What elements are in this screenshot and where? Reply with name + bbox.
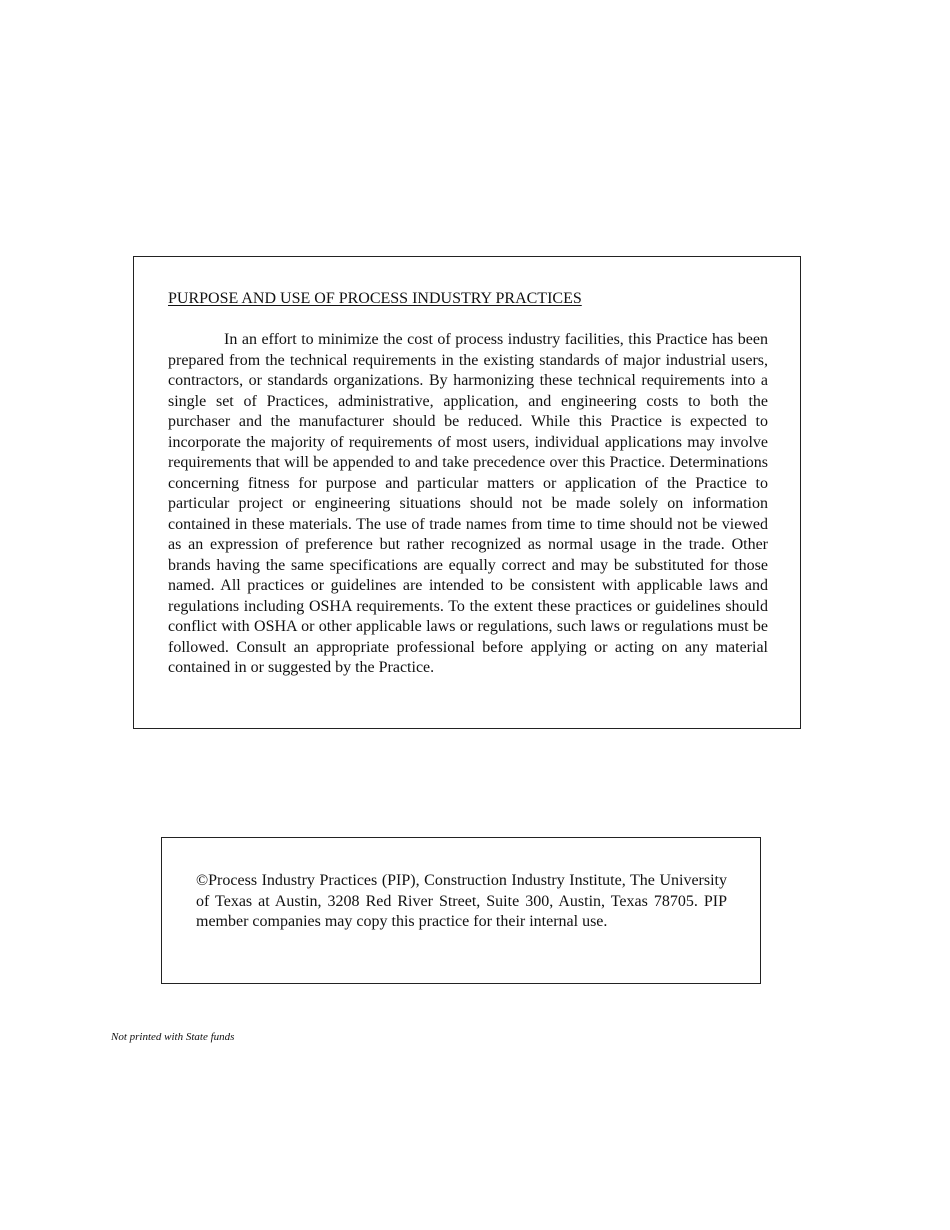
purpose-section [133,256,801,729]
purpose-title: PURPOSE AND USE OF PROCESS INDUSTRY PRACTICES [168,290,582,307]
purpose-body: In an effort to minimize the cost of process industry facilities, this Practice has been prepared from the technical requirements in the existing standards of major industrial users, contractors, or standards organizations. By harmonizing these technical requirements into a single set of Practices, administrative, application, and engineering costs to both the purchaser and the manufacturer should be reduced. While this Practice is expected to incorporate the majority of requirements of most users, individual applications may involve requirements that will be appended to and take precedence over this Practice. Determinations concerning fitness for purpose and particular matters or application of the Practice to particular project or engineering situations should not be made solely on information contained in these materials. The use of trade names from time to time should not be viewed as an expression of preference but rather recognized as normal usage in the trade. Other brands having the same specifications are equally correct and may be substituted for those named. All practices or guidelines are intended to be consistent with applicable laws and regulations including OSHA requirements. To the extent these practices or guidelines should conflict with OSHA or other applicable laws or regulations, such laws or regulations must be followed. Consult an appropriate professional before applying or acting on any material contained in or suggested by the Practice. [168,331,768,676]
copyright-text: ©Process Industry Practices (PIP), Construction Industry Institute, The University of Texas at Austin, 3208 Red River Street, Suite 300, Austin, Texas 78705. PIP member companies may copy this practice for their internal use. [196,872,727,930]
footer-note: Not printed with State funds [111,1031,235,1043]
copyright-section [161,837,761,984]
